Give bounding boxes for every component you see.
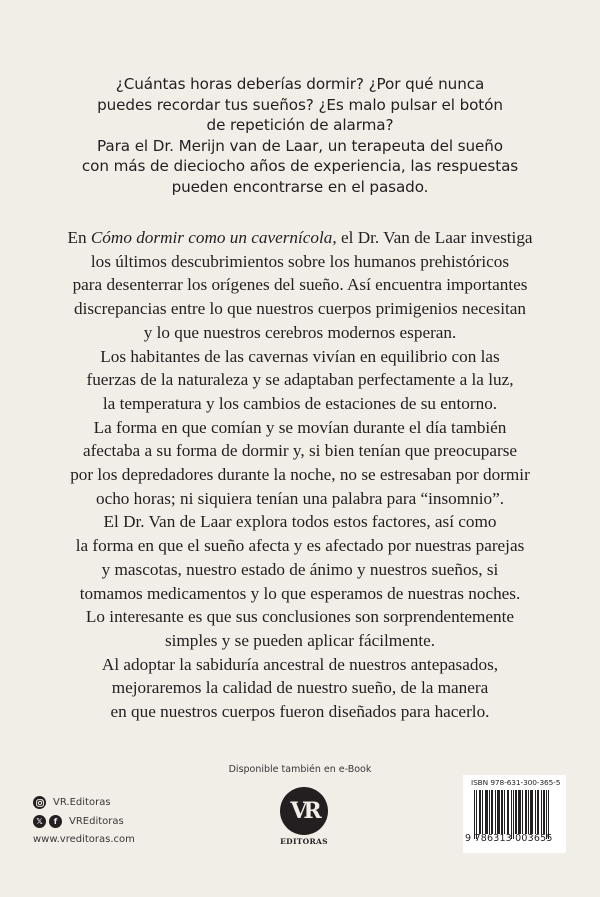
barcode-bars [474,790,558,839]
body-line: discrepancias entre lo que nuestros cuerpos primigenios necesitan [74,299,526,319]
intro-line: ¿Cuántas horas deberías dormir? ¿Por qué nunca [115,75,485,93]
isbn-label: ISBN 978-631-300-365-5 [471,778,561,787]
body-line: El Dr. Van de Laar explora todos estos factores, así como [103,512,497,532]
social-links [33,793,135,848]
body-line: tomamos medicamentos y lo que esperamos de nuestras noches. [79,583,521,603]
body-text-prefix: En [67,228,91,247]
body-line: La forma en que comían y se movían durante el día también [93,417,507,437]
body-line: Los habitantes de las cavernas vivían en equilibrio con las [100,346,500,366]
publisher-logo [280,787,328,847]
intro-line: pueden encontrarse en el pasado. [171,177,429,196]
body-line: Al adoptar la sabiduría ancestral de nuestros antepasados, [101,654,499,674]
x-icon[interactable]: 𝕏 [33,815,46,828]
vr-monogram-icon [280,787,328,835]
body-line: fuerzas de la naturaleza y se adaptaban perfectamente a la luz, [86,370,514,390]
body-line: la temperatura y los cambios de estaciones de su entorno. [102,393,498,413]
x-facebook-handle: VREditoras [69,816,124,827]
body-line: y mascotas, nuestro estado de ánimo y nuestros sueños, si [101,559,499,579]
body-line: para desenterrar los orígenes del sueño. Así encuentra importantes [72,275,528,295]
body-line: mejoraremos la calidad de nuestro sueño, de la manera [111,678,489,698]
website-link[interactable]: www.vreditoras.com [33,834,135,845]
body-line: afectaba a su forma de dormir y, si bien tenían que preocuparse [82,441,518,461]
intro-line: de repetición de alarma? [206,116,394,134]
instagram-link[interactable] [33,793,135,812]
instagram-handle: VR.Editoras [53,797,111,808]
logo-wordmark: EDITORAS [280,837,328,846]
x-facebook-link[interactable] [33,812,135,831]
body-line: por los depredadores durante la noche, no se estresaban por dormir [70,465,530,485]
body-line: simples y se pueden aplicar fácilmente. [164,630,436,650]
body-line: los últimos descubrimientos sobre los humanos prehistóricos [90,251,510,271]
intro-questions [0,74,600,197]
intro-line: Para el Dr. Merijn van de Laar, un terapeuta del sueño [97,136,503,155]
ebook-availability-note: Disponible también en e-Book [228,764,372,775]
barcode-digits: 9 786313 003655 [465,833,553,844]
book-title: Cómo dormir como un cavernícola [90,228,333,247]
isbn-barcode [463,775,566,853]
body-line: Lo interesante es que sus conclusiones son sorprendentemente [85,607,515,627]
body-line-first [0,226,600,250]
instagram-icon [33,796,46,809]
logo-monogram: VR [290,798,318,824]
body-line: la forma en que el sueño afecta y es afectado por nuestras parejas [75,536,525,556]
body-line: ocho horas; ni siquiera tenían una palabra para “insomnio”. [95,488,505,508]
intro-line: con más de dieciocho años de experiencia, las respuestas [81,157,519,175]
body-line: en que nuestros cuerpos fueron diseñados para hacerlo. [110,702,490,722]
body-line: y lo que nuestros cerebros modernos esperan. [143,322,457,342]
intro-line: puedes recordar tus sueños? ¿Es malo pulsar el botón [97,95,503,114]
body-text-suffix: , el Dr. Van de Laar investiga [332,228,533,247]
facebook-icon[interactable]: f [49,815,62,828]
book-description [0,226,600,724]
